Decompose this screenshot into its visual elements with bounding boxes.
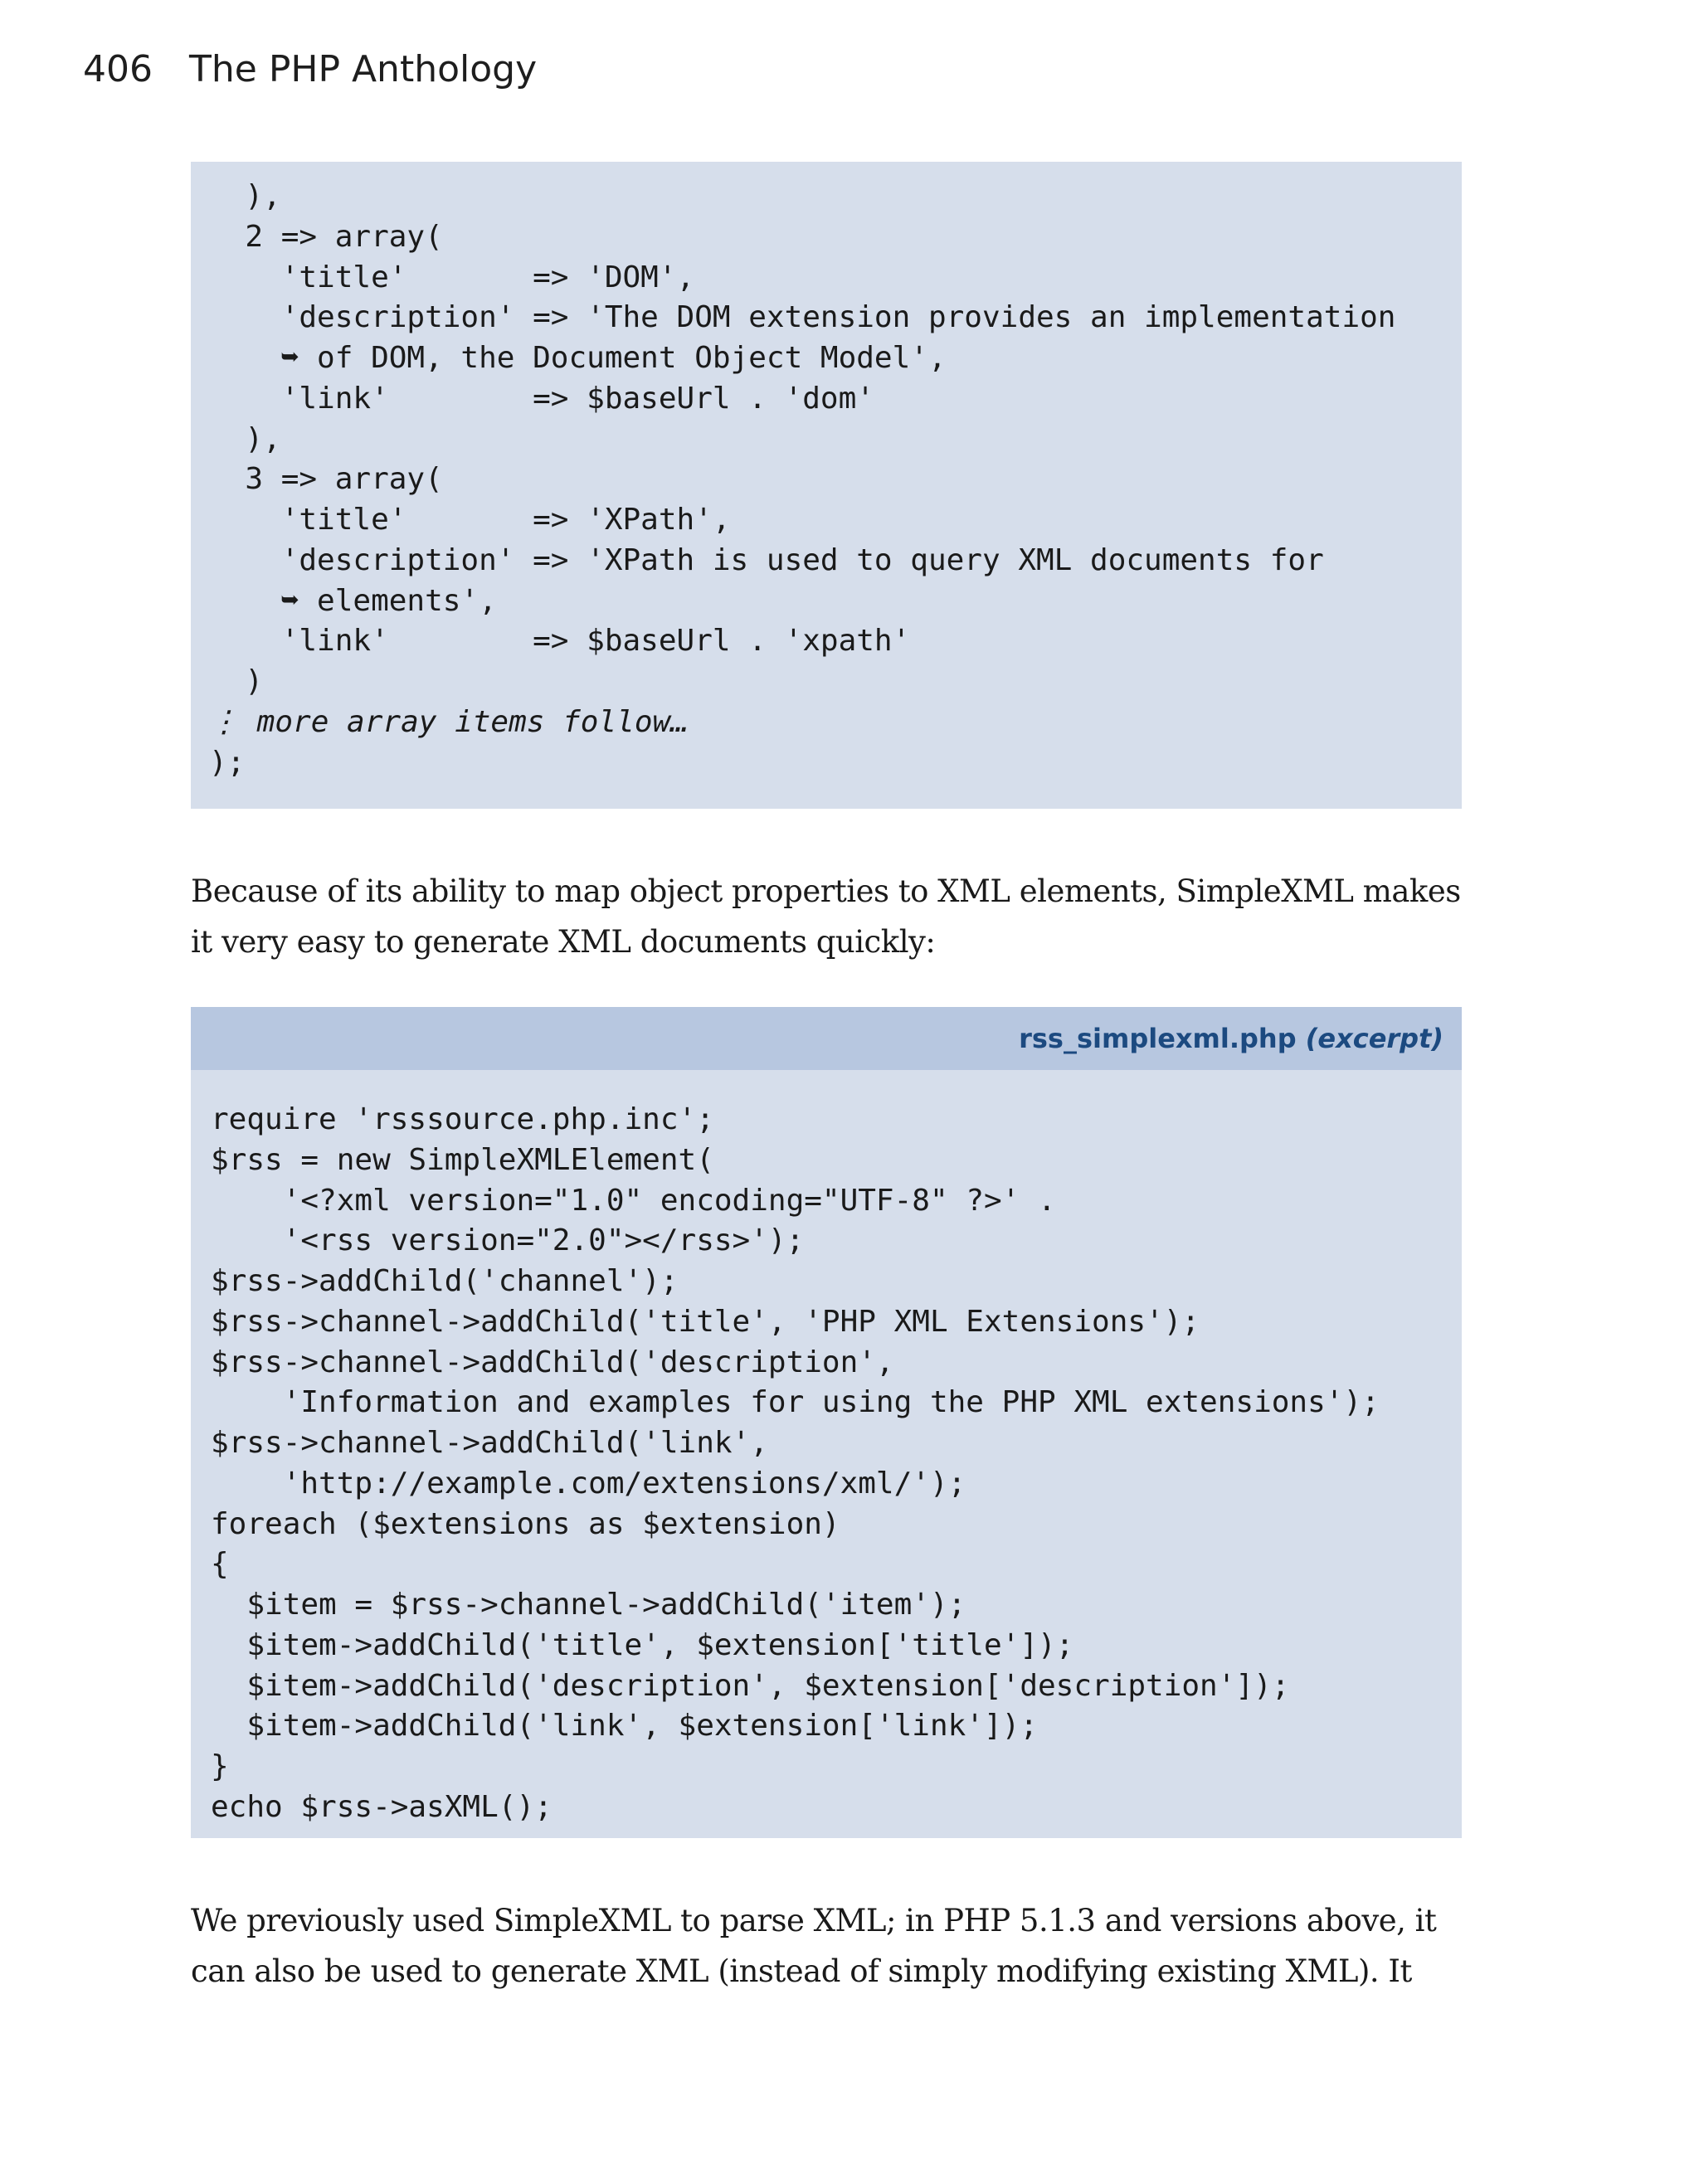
code-line-continuation: ➥ of DOM, the Document Object Model', xyxy=(209,341,947,375)
code-line: 2 => array( xyxy=(209,219,443,254)
code-line: ) xyxy=(209,664,264,698)
paragraph-line: can also be used to generate XML (instead of simply modifying existing XML). It xyxy=(191,1953,1412,1989)
code-line: ); xyxy=(209,745,246,780)
code-line: $rss->addChild('channel'); xyxy=(211,1264,679,1298)
code-line: $item = $rss->channel->addChild('item'); xyxy=(211,1588,966,1622)
code-line: '<rss version="2.0"></rss>'); xyxy=(211,1223,805,1258)
code-line: 'title' => 'DOM', xyxy=(209,260,695,294)
code-line: '<?xml version="1.0" encoding="UTF-8" ?>' . xyxy=(211,1183,1056,1218)
code-omission-note: ⋮ more array items follow… xyxy=(209,704,689,739)
body-paragraph xyxy=(191,866,1468,967)
code-line: $item->addChild('description', $extension['description']); xyxy=(211,1668,1290,1703)
code-line: ), xyxy=(209,421,281,456)
running-header xyxy=(83,48,537,90)
book-title: The PHP Anthology xyxy=(189,48,538,90)
code-line: $rss->channel->addChild('description', xyxy=(211,1345,894,1379)
code-line: require 'rsssource.php.inc'; xyxy=(211,1102,714,1136)
code-line: $rss = new SimpleXMLElement( xyxy=(211,1142,714,1177)
code-listing xyxy=(209,177,1462,783)
code-line: echo $rss->asXML(); xyxy=(211,1789,553,1824)
paragraph-line: We previously used SimpleXML to parse XML; in PHP 5.1.3 and versions above, it xyxy=(191,1903,1437,1938)
page-number: 406 xyxy=(83,48,153,90)
code-line: 'http://example.com/extensions/xml/'); xyxy=(211,1466,966,1501)
code-line: 3 => array( xyxy=(209,462,443,497)
code-line: $rss->channel->addChild('title', 'PHP XML Extensions'); xyxy=(211,1304,1200,1339)
code-line: $rss->channel->addChild('link', xyxy=(211,1426,768,1460)
code-block-rss-simplexml xyxy=(191,1007,1462,1838)
code-line: 'description' => 'XPath is used to query XML documents for xyxy=(209,542,1324,577)
code-line: 'description' => 'The DOM extension provides an implementation xyxy=(209,300,1396,335)
code-line: ), xyxy=(209,179,281,213)
code-line-continuation: ➥ elements', xyxy=(209,583,497,618)
code-line: foreach ($extensions as $extension) xyxy=(211,1506,840,1541)
code-block-array-items xyxy=(191,162,1462,809)
listing-excerpt-label: (excerpt) xyxy=(1305,1023,1443,1054)
code-line: $item->addChild('link', $extension['link']); xyxy=(211,1709,1038,1744)
code-line: 'link' => $baseUrl . 'dom' xyxy=(209,381,874,416)
code-listing xyxy=(191,1070,1462,1828)
paragraph-line: Because of its ability to map object properties to XML elements, SimpleXML makes xyxy=(191,873,1461,909)
listing-title-bar xyxy=(191,1007,1462,1070)
code-line: } xyxy=(211,1749,229,1783)
code-line: 'Information and examples for using the PHP XML extensions'); xyxy=(211,1385,1380,1420)
code-line: 'link' => $baseUrl . 'xpath' xyxy=(209,624,911,659)
code-line: { xyxy=(211,1547,229,1582)
code-line: $item->addChild('title', $extension['title']); xyxy=(211,1627,1074,1662)
body-paragraph xyxy=(191,1895,1468,1997)
listing-filename: rss_simplexml.php xyxy=(1019,1023,1297,1054)
code-line: 'title' => 'XPath', xyxy=(209,503,731,537)
paragraph-line: it very easy to generate XML documents quickly: xyxy=(191,924,936,960)
